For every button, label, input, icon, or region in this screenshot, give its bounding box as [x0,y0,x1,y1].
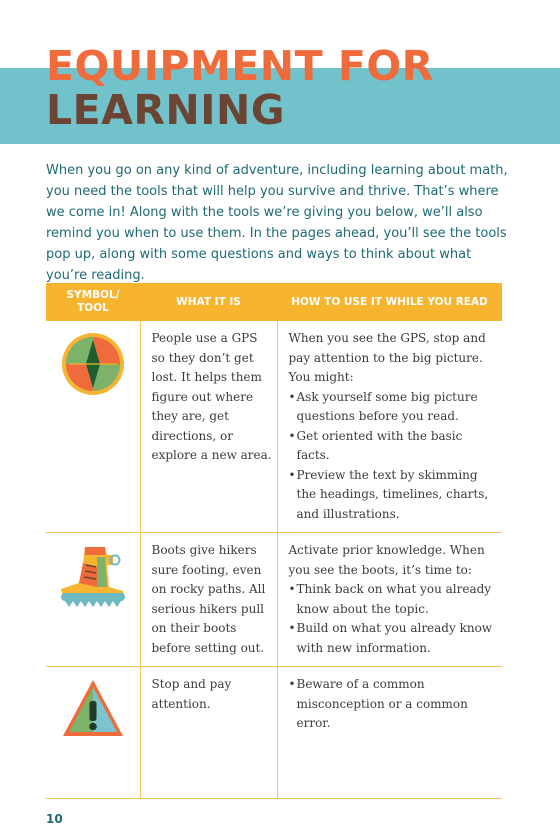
list-item: • Beware of a common misconception or a common error. [289,675,499,734]
intro-paragraph: When you go on any kind of adventure, including learning about math, you need the tools that will help you survive and thrive. That’s where we come in! Along with the tools we’re giving you below, we’ll also remind you when to use them. In the pages ahead, you’ll see the tools pop up, along with some questions and ways to think about what you’re reading. [46,163,508,283]
table-row [46,321,502,533]
page-title-line-1: EQUIPMENT FOR [46,42,434,90]
table-row [46,533,502,667]
how-to-use-cell [277,321,502,533]
page-title [46,44,434,132]
header-what-it-is: WHAT IT IS [140,283,277,321]
symbol-cell [46,321,140,533]
tools-table [46,283,502,799]
page-title-line-2: LEARNING [46,86,285,134]
how-to-use-cell [277,533,502,667]
header-how-to-use: HOW TO USE IT WHILE YOU READ [277,283,502,321]
how-to-use-list [289,388,499,525]
compass-icon [60,331,126,397]
hiking-boot-icon [57,543,129,609]
table-row [46,667,502,799]
symbol-cell [46,533,140,667]
page-number: 10 [46,812,63,826]
what-it-is-cell: Boots give hikers sure footing, even on rocky paths. All serious hikers pull on their boots before setting out. [140,533,277,667]
how-to-use-cell [277,667,502,799]
list-item: • Think back on what you already know about the topic. [289,580,499,619]
table-header-row [46,283,502,321]
how-to-use-intro: Activate prior knowledge. When you see the boots, it’s time to: [288,543,485,577]
list-item: • Get oriented with the basic facts. [289,427,499,466]
header-symbol-tool: SYMBOL/ TOOL [46,283,140,321]
how-to-use-list [289,675,499,734]
list-item: • Build on what you already know with new information. [289,619,499,658]
list-item: • Preview the text by skimming the headings, timelines, charts, and illustrations. [289,466,499,525]
list-item: • Ask yourself some big picture questions before you read. [289,388,499,427]
symbol-cell [46,667,140,799]
warning-triangle-icon [61,677,125,739]
what-it-is-cell: Stop and pay attention. [140,667,277,799]
how-to-use-intro: When you see the GPS, stop and pay attention to the big picture. You might: [288,331,486,384]
how-to-use-list [289,580,499,658]
what-it-is-cell: People use a GPS so they don’t get lost. It helps them figure out where they are, get directions, or explore a new area. [140,321,277,533]
